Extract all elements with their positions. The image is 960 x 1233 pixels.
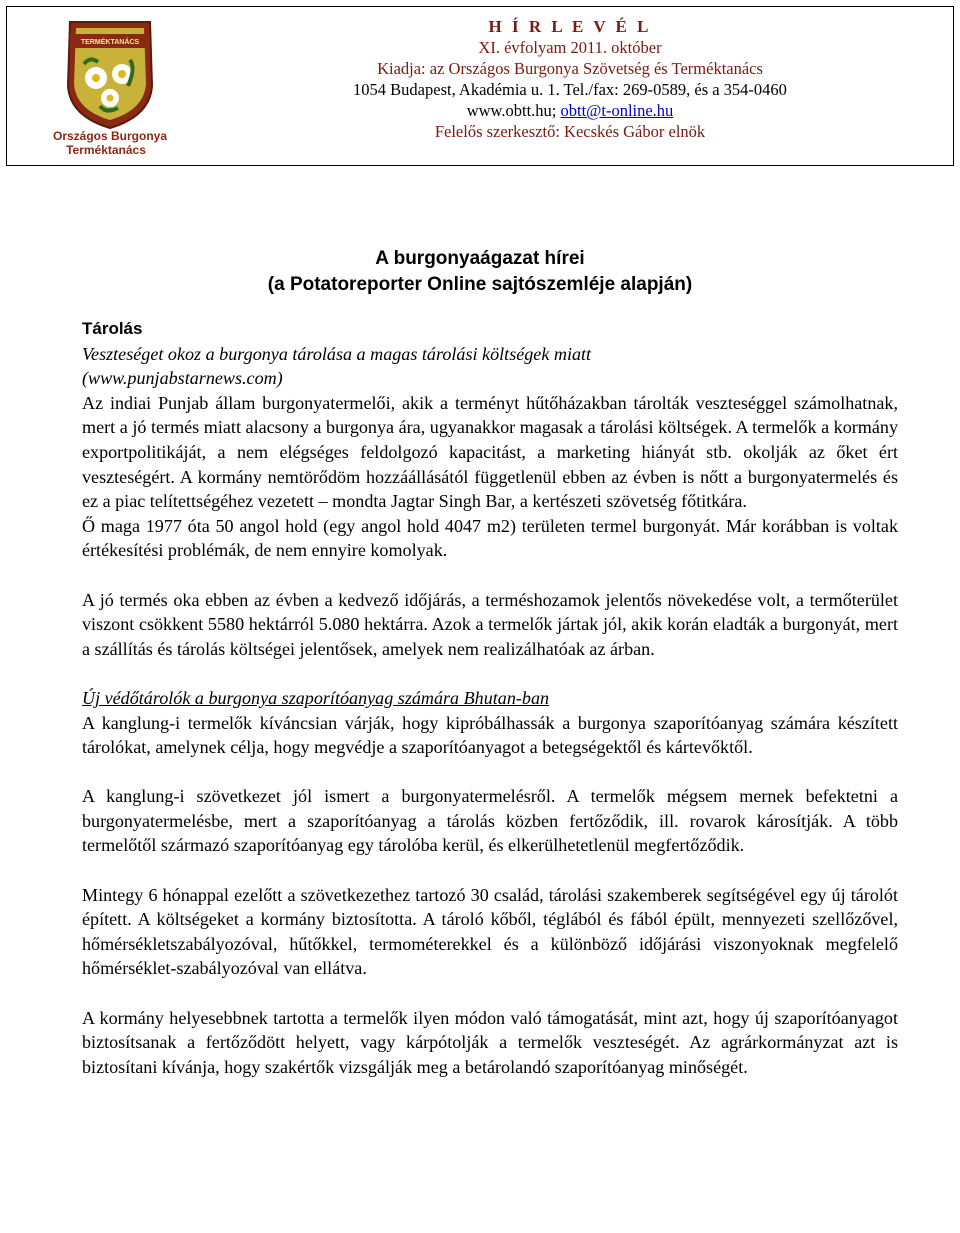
section-heading-storage: Tárolás — [82, 319, 143, 338]
website-text: www.obtt.hu; — [466, 101, 561, 120]
header-info — [300, 16, 840, 142]
article2-paragraph2: A kanglung-i szövetkezet jól ismert a burgonyatermelésről. A termelők mégsem mernek befektetni a burgonyatermelésbe, mert a szaporítóanyag a tárolás közben fertőződik, ill. rovarok károsítják. A több termelőtől származó szaporítóanyag egy tárolóba kerül, és elkerülhetetlenül megfertőződik. — [82, 786, 898, 856]
logo-banner-text: TERMÉKTANÁCS — [80, 39, 140, 46]
article2-paragraph3: Mintegy 6 hónappal ezelőtt a szövetkezethez tartozó 30 család, tárolási szakemberek segítségével egy új tárolót épített. A költségeket a kormány biztosította. A tároló kőből, téglából és fából épült, mennyezeti szellőzővel, hőmérsékletszabályozóval, hűtőkkel, termométerekkel és a különböző időjárási viszonyoknak megfelelő hőmérséklet-szabályozóval van ellátva. — [82, 884, 898, 979]
page-title-line2: (a Potatoreporter Online sajtószemléje alapján) — [267, 274, 693, 295]
newsletter-title: H Í R L E V É L — [488, 17, 652, 36]
editor-line: Felelős szerkesztő: Kecskés Gábor elnök — [434, 122, 706, 141]
article2-paragraph4: A kormány helyesebbnek tartotta a termelők ilyen módon való támogatását, mint azt, hogy új szaporítóanyagot biztosítsanak a fertőződött helyett, vagy kárpótolják a termelők veszteségét. Az agrárkormányzat azt is biztosítani kívánja, hogy szakértők vizsgálják meg a betárolandó szaporítóanyag minőségét. — [82, 1007, 898, 1077]
article2-paragraph1: A kanglung-i termelők kíváncsian várják, hogy kipróbálhassák a burgonya szaporítóanyag számára készített tárolókat, amelynek célja, hogy megvédje a szaporítóanyagot a betegségektől és kártevőktől. — [82, 712, 898, 758]
article1-paragraph2: Ő maga 1977 óta 50 angol hold (egy angol hold 4047 m2) területen termel burgonyát. Már korábban is voltak értékesítési problémák, de nem ennyire komolyak. — [82, 515, 898, 561]
page-title-line1: A burgonyaágazat hírei — [375, 248, 585, 269]
publisher-line: Kiadja: az Országos Burgonya Szövetség és Terméktanács — [377, 59, 763, 78]
logo-name-line2: Terméktanács — [66, 143, 146, 156]
organization-logo — [40, 16, 180, 156]
address-line: 1054 Budapest, Akadémia u. 1. Tel./fax: 269-0589, és a 354-0460 — [353, 80, 787, 99]
article1-source: (www.punjabstarnews.com) — [82, 368, 283, 389]
article2-subtitle: Új védőtárolók a burgonya szaporítóanyag számára Bhutan-ban — [82, 687, 550, 708]
logo-name-line1: Országos Burgonya — [52, 129, 168, 143]
article1-paragraph3: A jó termés oka ebben az évben a kedvező időjárás, a terméshozamok jelentős növekedése volt, a termőterület viszont csökkent 5580 hektárról 5.080 hektárra. Azok a termelők jártak jól, akik korán eladták a burgonyát, mert a szállítás és tárolás költségei jelentősek, amelyek nem realizálhatóak az árban. — [82, 589, 898, 659]
article1-paragraph1: Az indiai Punjab állam burgonyatermelői, akik a terményt hűtőházakban tárolták veszteséggel számolhatnak, mert a jó termés miatt alacsony a burgonya ára, ugyanakkor magasak a tárolási költségek. A termelők a kormány exportpolitikáját, a nem elégséges feldolgozó kapacitást, a marketing hiányát stb. okolják az őket ért veszteségért. A kormány nemtörődöm hozzáállásától függetlenül ebben az évben is nőtt a burgonyatermelés és ez a piac telítettségéhez vezetett – mondta Jagtar Singh Bar, a kertészeti szövetség főtitkára. — [82, 392, 898, 512]
article-content — [82, 317, 898, 1079]
article1-subtitle: Veszteséget okoz a burgonya tárolása a magas tárolási költségek miatt — [82, 343, 592, 364]
issue-line: XI. évfolyam 2011. október — [478, 38, 662, 57]
email-link[interactable]: obtt@t-online.hu — [560, 101, 674, 120]
page-title — [0, 246, 960, 298]
contact-line — [300, 100, 840, 121]
